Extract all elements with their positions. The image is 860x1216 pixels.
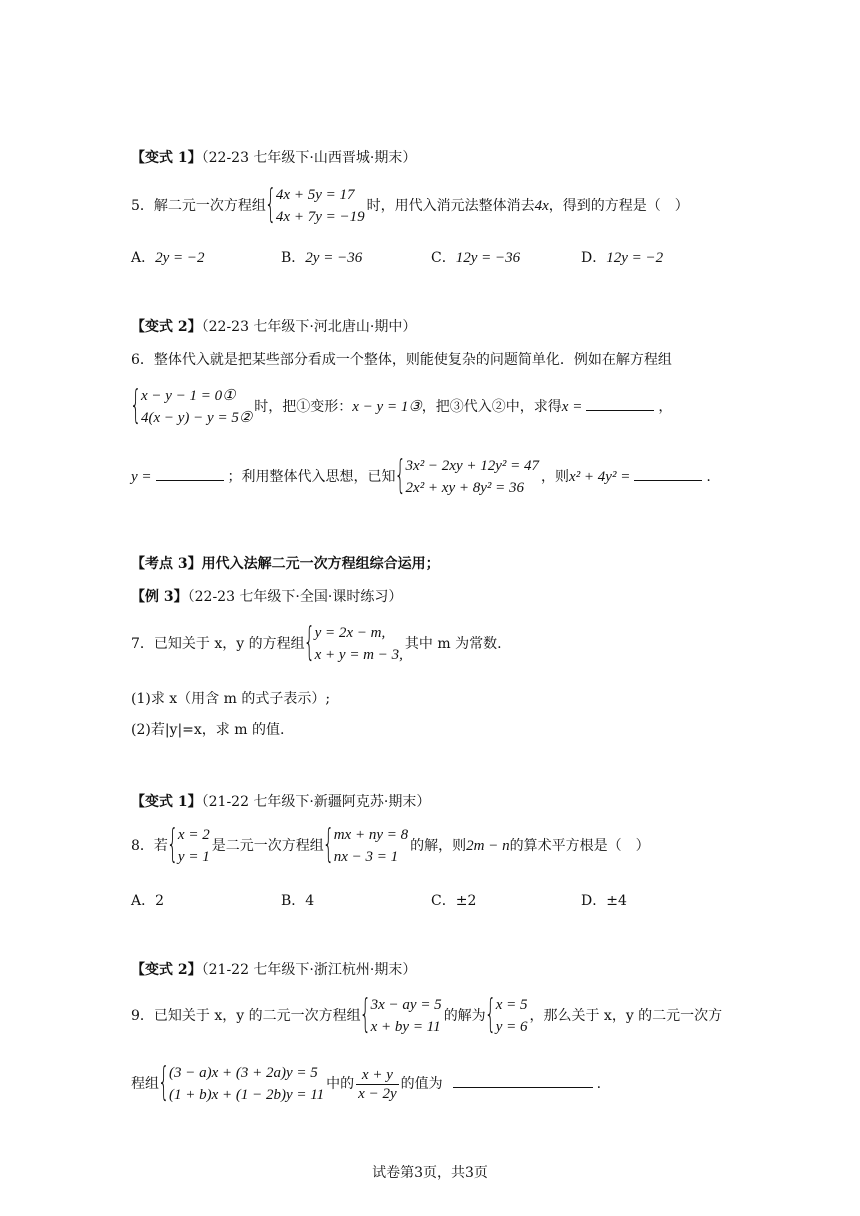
q7-eq2: x + y = m − 3, bbox=[314, 647, 403, 663]
q8-header-line bbox=[131, 791, 430, 811]
q6-var-y: y = bbox=[131, 469, 152, 485]
q6-stem-line3: y = ；利用整体代入思想，已知 { 3x² − 2xy + 12y² = 47 2x² + xy + 8y² = 36 ，则x² + 4y² = . bbox=[131, 455, 711, 499]
q7-part2: (2)若|y|=x，求 m 的值. bbox=[131, 722, 285, 738]
q6-stem-line2: { x − y − 1 = 0① 4(x − y) − y = 5② 时，把①变形：x − y = 1③，把③代入②中，求得x = ， bbox=[131, 385, 672, 429]
q8-expr: 2m − n bbox=[466, 838, 510, 854]
q5-stem-b: 时，用代入消元法整体消去 bbox=[366, 198, 535, 214]
q8-option-a[interactable]: A．2 bbox=[131, 893, 165, 909]
q7-eq1: { y = 2x − m, bbox=[314, 625, 386, 641]
q5-header-line bbox=[131, 147, 416, 167]
q6-header: 【变式 2】 bbox=[131, 319, 202, 335]
q9-fraction: $\frac{x + y}{x - 2y}$ bbox=[358, 1066, 397, 1102]
q9-header: 【变式 2】 bbox=[131, 962, 202, 978]
q8-solution: { x = 2 y = 1 bbox=[170, 824, 210, 868]
q8-header: 【变式 1】 bbox=[131, 794, 202, 810]
q7-source: （22-23 七年级下·全国·课时练习） bbox=[187, 589, 403, 605]
q7-stem: 7．已知关于 x，y 的方程组 { y = 2x − m, x + y = m − 3, 其中 m 为常数. bbox=[131, 622, 502, 666]
q9-header-line bbox=[131, 959, 416, 979]
q9-system: { 3x − ay = 5 x + by = 11 bbox=[363, 994, 442, 1038]
q6-answer-blank-y[interactable] bbox=[156, 480, 224, 481]
q6-eq4: { 3x² − 2xy + 12y² = 47 bbox=[405, 458, 540, 474]
q9-stem-line1: 9．已知关于 x，y 的二元一次方程组 { 3x − ay = 5 x + by = 11 的解为 { x = 5 y = 6 ，那么关于 x，y 的二元一次方 bbox=[131, 994, 722, 1038]
q7-header: 【例 3】 bbox=[131, 589, 188, 605]
q6-header-line bbox=[131, 316, 416, 336]
q5-stem-term: 4x bbox=[534, 198, 549, 214]
q6-eq5: 2x² + xy + 8y² = 36 bbox=[405, 480, 525, 496]
q9-stem-line2: 程组 { (3 − a)x + (3 + 2a)y = 5 (1 + b)x + (1 − 2b)y = 11 中的 $\frac{x + y}{x - 2y}$ 的值为 . bbox=[131, 1062, 601, 1106]
q7-system bbox=[307, 622, 403, 666]
q6-answer-blank-expr[interactable] bbox=[634, 480, 702, 481]
q5-eq1: { 4x + 5y = 17 bbox=[275, 187, 355, 203]
q8-option-b[interactable]: B．4 bbox=[281, 893, 315, 909]
q6-stem-line1: 6．整体代入就是把某些部分看成一个整体，则能使复杂的问题简单化．例如在解方程组 bbox=[131, 352, 672, 368]
q5-stem-c: ，得到的方程是（ ） bbox=[548, 198, 689, 214]
q5-option-a[interactable]: A．2y = −2 bbox=[131, 250, 205, 266]
q8-system: { mx + ny = 8 nx − 3 = 1 bbox=[326, 824, 408, 868]
q8-option-d[interactable]: D．±4 bbox=[581, 893, 627, 909]
q6-source: （22-23 七年级下·河北唐山·期中） bbox=[201, 319, 417, 335]
q6-answer-blank-x[interactable] bbox=[586, 410, 654, 411]
q5-option-d[interactable]: D．12y = −2 bbox=[581, 250, 664, 266]
q5-system bbox=[268, 184, 365, 228]
q7-part1: (1)求 x（用含 m 的式子表示）; bbox=[131, 691, 331, 707]
q6-system bbox=[133, 385, 252, 429]
q6-eq3: x − y = 1③ bbox=[352, 399, 422, 415]
q9-solution: { x = 5 y = 6 bbox=[488, 994, 528, 1038]
q5-option-c[interactable]: C．12y = −36 bbox=[431, 250, 521, 266]
q8-option-c[interactable]: C．±2 bbox=[431, 893, 477, 909]
q6-eq2: 4(x − y) − y = 5② bbox=[141, 410, 253, 426]
q8-stem: 8．若 { x = 2 y = 1 是二元一次方程组 { mx + ny = 8 nx − 3 = 1 的解，则2m − n的算术平方根是（ ） bbox=[131, 824, 650, 868]
q6-expr: x² + 4y² = bbox=[569, 469, 631, 485]
q5-source: （22-23 七年级下·山西晋城·期末） bbox=[201, 150, 417, 166]
page-footer: 试卷第3页，共3页 bbox=[372, 1165, 488, 1181]
q5-stem bbox=[131, 184, 689, 228]
q8-source: （21-22 七年级下·新疆阿克苏·期末） bbox=[201, 794, 431, 810]
q9-source: （21-22 七年级下·浙江杭州·期末） bbox=[201, 962, 417, 978]
q5-option-b[interactable]: B．2y = −36 bbox=[281, 250, 363, 266]
q5-stem-a: 5．解二元一次方程组 bbox=[131, 198, 266, 214]
q9-system2: { (3 − a)x + (3 + 2a)y = 5 (1 + b)x + (1 − 2b)y = 11 bbox=[161, 1062, 324, 1106]
q6-eq1: { x − y − 1 = 0① bbox=[141, 388, 236, 404]
q6-var-x: x = bbox=[561, 399, 583, 415]
q7-header-line bbox=[131, 586, 402, 606]
q5-eq2: 4x + 7y = −19 bbox=[275, 209, 365, 225]
q6-system2 bbox=[398, 455, 540, 499]
kp3-header: 【考点 3】用代入法解二元一次方程组综合运用； bbox=[131, 556, 440, 572]
q5-header: 【变式 1】 bbox=[131, 150, 202, 166]
q9-answer-blank[interactable] bbox=[453, 1087, 593, 1088]
